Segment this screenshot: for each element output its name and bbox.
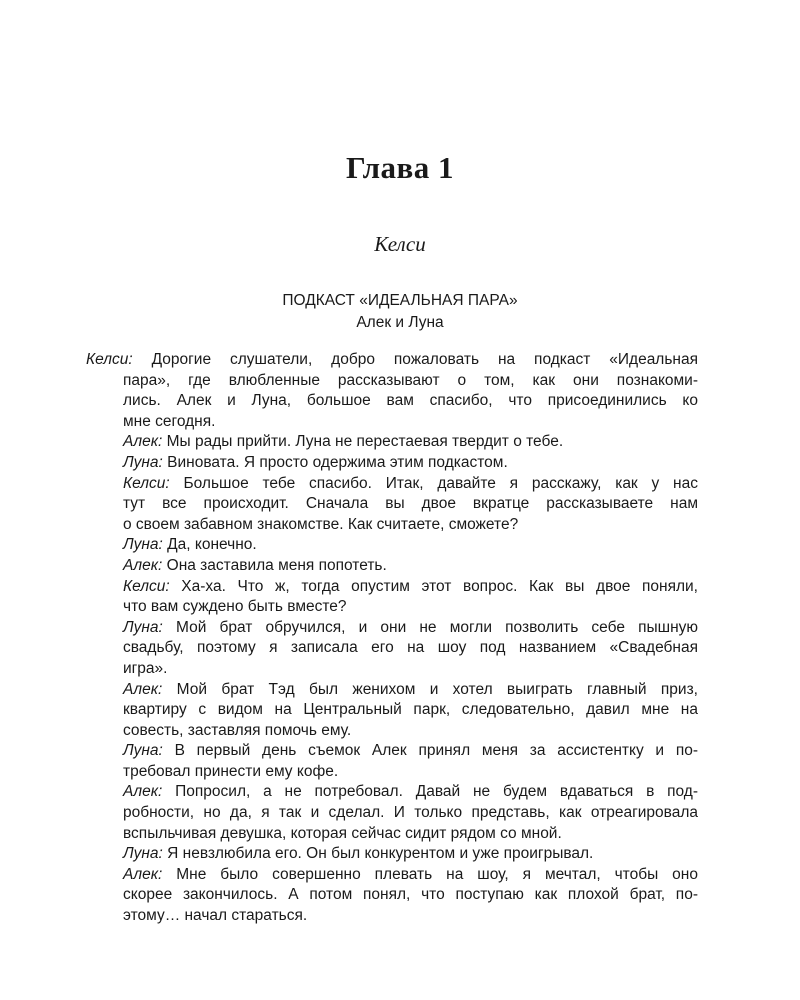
dialogue-paragraph (86, 865, 698, 927)
line-text: игра». (123, 659, 168, 677)
line-text: Да, конечно. (167, 536, 257, 554)
podcast-header (0, 290, 800, 334)
speaker-name: Келси: (123, 474, 170, 492)
dialogue-paragraph (86, 535, 698, 556)
dialogue-paragraph (86, 577, 698, 618)
dialogue-line (86, 618, 698, 639)
dialogue-paragraph (86, 350, 698, 432)
dialogue-line (86, 700, 698, 721)
dialogue-paragraph (86, 680, 698, 742)
dialogue-body (86, 350, 698, 927)
dialogue-line (86, 597, 698, 618)
line-text: тут все происходит. Сначала вы двое вкратце рассказываете нам (123, 495, 698, 513)
dialogue-paragraph (86, 618, 698, 680)
line-text: В первый день съемок Алек принял меня за ассистентку и по- (174, 742, 698, 760)
speaker-name: Луна: (123, 845, 163, 863)
dialogue-line (86, 906, 698, 927)
speaker-name: Алек: (123, 433, 163, 451)
line-text: свадьбу, поэтому я записала его на шоу под названием «Свадебная (123, 639, 698, 657)
dialogue-line (86, 865, 698, 886)
speaker-name: Алек: (123, 556, 163, 574)
dialogue-line (86, 391, 698, 412)
chapter-title: Глава 1 (345, 150, 455, 185)
line-text: Мой брат Тэд был женихом и хотел выиграть главный приз, (176, 680, 698, 698)
podcast-guests: Алек и Луна (356, 314, 444, 331)
speaker-name: Алек: (123, 680, 163, 698)
dialogue-line (86, 432, 698, 453)
dialogue-line (86, 638, 698, 659)
dialogue-line (86, 721, 698, 742)
line-text: требовал принести ему кофе. (123, 762, 339, 780)
line-text: что вам суждено быть вместе? (123, 598, 347, 616)
dialogue-paragraph (86, 556, 698, 577)
line-text: Мы рады прийти. Луна не перестаевая твердит о тебе. (166, 433, 564, 451)
dialogue-paragraph (86, 474, 698, 536)
line-text: Виновата. Я просто одержима этим подкастом. (167, 453, 508, 471)
speaker-name: Келси: (123, 577, 170, 595)
dialogue-line (86, 680, 698, 701)
speaker-name: Луна: (123, 618, 163, 636)
line-text: скорее закончилось. А потом понял, что поступаю как плохой брат, по- (123, 886, 698, 904)
dialogue-line (86, 803, 698, 824)
dialogue-line (86, 371, 698, 392)
line-text: Мой брат обручился, и они не могли позволить себе пышную (176, 618, 698, 636)
dialogue-line (86, 412, 698, 433)
line-text: Попросил, а не потребовал. Давай не будем вдаваться в под- (175, 783, 698, 801)
speaker-name: Луна: (123, 453, 163, 471)
pov-character-name: Келси (374, 232, 426, 256)
dialogue-line (86, 782, 698, 803)
line-text: вспыльчивая девушка, которая сейчас сидит рядом со мной. (123, 824, 562, 842)
line-text: Она заставила меня попотеть. (166, 556, 387, 574)
podcast-title: ПОДКАСТ «ИДЕАЛЬНАЯ ПАРА» (282, 292, 518, 309)
dialogue-line (86, 515, 698, 536)
dialogue-paragraph (86, 432, 698, 453)
dialogue-line (86, 474, 698, 495)
line-text: Дорогие слушатели, добро пожаловать на подкаст «Идеальная (151, 351, 699, 368)
line-text: квартиру с видом на Центральный парк, следовательно, давил мне на (123, 701, 698, 719)
line-text: Ха-ха. Что ж, тогда опустим этот вопрос. Как вы двое поняли, (181, 577, 698, 595)
line-text: робности, но да, я так и сделал. И только представь, как отреагировала (123, 804, 698, 822)
line-text: мне сегодня. (123, 412, 216, 430)
speaker-name: Алек: (123, 865, 163, 883)
dialogue-line (86, 741, 698, 762)
dialogue-paragraph (86, 741, 698, 782)
dialogue-line (86, 577, 698, 598)
dialogue-paragraph (86, 453, 698, 474)
dialogue-paragraph (86, 782, 698, 844)
line-text: о своем забавном знакомстве. Как считаете, сможете? (123, 515, 519, 533)
line-text: этому… начал стараться. (123, 907, 308, 925)
speaker-name: Луна: (123, 742, 163, 760)
dialogue-line (86, 494, 698, 515)
line-text: Я невзлюбила его. Он был конкурентом и уже проигрывал. (167, 845, 594, 863)
line-text: Большое тебе спасибо. Итак, давайте я расскажу, как у нас (183, 474, 698, 492)
dialogue-line (86, 824, 698, 845)
dialogue-line (86, 762, 698, 783)
dialogue-line (86, 453, 698, 474)
line-text: лись. Алек и Луна, большое вам спасибо, что присоединились ко (123, 392, 698, 410)
line-text: пара», где влюбленные рассказывают о том, как они познакоми- (123, 371, 698, 389)
dialogue-line (86, 556, 698, 577)
dialogue-line (86, 535, 698, 556)
dialogue-paragraph (86, 844, 698, 865)
dialogue-line (86, 350, 698, 371)
speaker-name: Келси: (86, 351, 133, 368)
dialogue-line (86, 659, 698, 680)
line-text: Мне было совершенно плевать на шоу, я мечтал, чтобы оно (176, 865, 698, 883)
speaker-name: Луна: (123, 536, 163, 554)
dialogue-line (86, 844, 698, 865)
speaker-name: Алек: (123, 783, 163, 801)
line-text: совесть, заставляя помочь ему. (123, 721, 352, 739)
dialogue-line (86, 885, 698, 906)
